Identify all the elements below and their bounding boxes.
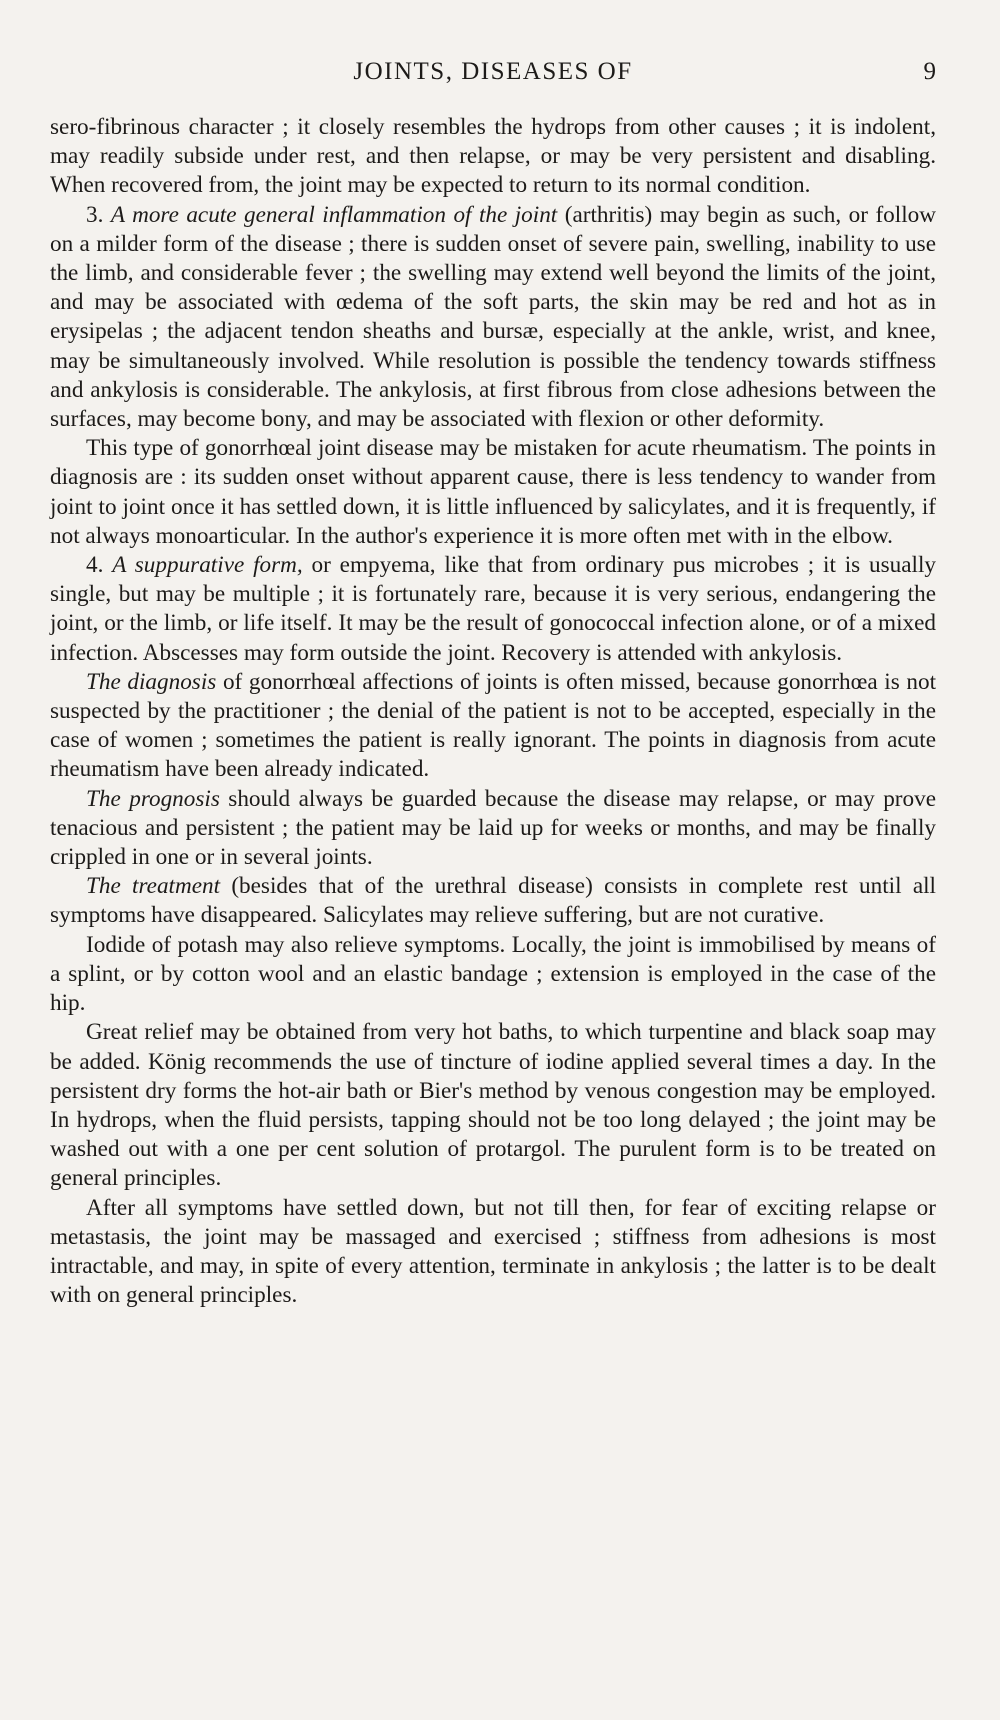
paragraph-text: Great relief may be obtained from very hot baths, to which turpentine and black soap may be added. König recommends the use of tincture of iodine applied several times a day. In the persistent dry forms the hot-air bath or Bier's method by venous congestion may be employed. In hydrops, when the fluid persists, tapping should not be too long delayed ; the joint may be washed out with a one per cent solution of protargol. The purulent form is to be treated on general principles. [50,1019,936,1192]
paragraph-text: of gonorrhœal affections of joints is often missed, because gonorrhœa is not suspected by the practitioner ; the denial of the patient is not to be accepted, especially in the case of women ; sometimes the patient is really ignorant. The points in diagnosis from acute rheumatism have been already indicated. [50,668,937,783]
paragraph-9 [50,1018,936,1193]
body-text [50,113,936,1310]
paragraph-8 [50,931,936,1019]
paragraph-italic-lead: The diagnosis [86,668,217,695]
paragraph-text: sero-fibrinous character ; it closely resembles the hydrops from other causes ; it is indolent, may readily subside under rest, and then relapse, or may be very persistent and disabling. When recovered from, the joint may be expected to return to its normal condition. [50,114,936,199]
paragraph-2 [50,201,936,435]
paragraph-7 [50,872,936,930]
page-header [50,58,936,94]
paragraph-6 [50,785,936,873]
paragraph-italic-lead: The prognosis [86,785,220,812]
page-number: 9 [923,58,936,85]
book-page [50,0,936,1720]
paragraph-italic-lead: A suppurative form, [112,552,303,579]
paragraph-italic-lead: The treatment [86,873,221,900]
paragraph-text: After all symptoms have settled down, but not till then, for fear of exciting relapse or metastasis, the joint may be massaged and exercised ; stiffness from adhesions is most intractable, and may, in spite of every attention, terminate in ankylosis ; the latter is to be dealt with on general principles. [50,1194,936,1309]
paragraph-3 [50,434,936,551]
paragraph-10 [50,1194,936,1311]
paragraph-number: 3. [86,201,104,228]
paragraph-text: (besides that of the urethral disease) consists in complete rest until all symptoms have disappeared. Salicylates may relieve suffering, but are not curative. [50,873,936,929]
paragraph-4 [50,551,936,668]
paragraph-number: 4. [86,552,104,579]
paragraph-text: (arthritis) may begin as such, or follow on a milder form of the disease ; there is sudden onset of severe pain, swelling, inability to use the limb, and considerable fever ; the swelling may extend well beyond the limits of the joint, and may be associated with œdema of the soft parts, the skin may be red and hot as in erysipelas ; the adjacent tendon sheaths and bursæ, especially at the ankle, wrist, and knee, may be simultaneously involved. While resolution is possible the tendency towards stiffness and ankylosis is considerable. The ankylosis, at first fibrous from close adhesions between the surfaces, may become bony, and may be associated with flexion or other deformity. [50,201,936,433]
paragraph-5 [50,668,936,785]
paragraph-italic-lead: A more acute general inflammation of the joint [110,201,558,228]
paragraph-text: Iodide of potash may also relieve symptoms. Locally, the joint is immobilised by means of a splint, or by cotton wool and an elastic bandage ; extension is employed in the case of the hip. [50,931,936,1017]
running-head: JOINTS, DISEASES OF [353,58,633,85]
paragraph-text: should always be guarded because the disease may relapse, or may prove tenacious and persistent ; the patient may be laid up for weeks or months, and may be finally crippled in one or in several joints. [50,785,937,871]
paragraph-text: This type of gonorrhœal joint disease may be mistaken for acute rheumatism. The points in diagnosis are : its sudden onset without apparent cause, there is less tendency to wander from joint to joint once it has settled down, it is little influenced by salicylates, and it is frequently, if not always monoarticular. In the author's experience it is more often met with in the elbow. [50,435,936,549]
paragraph-1 [50,113,936,201]
paragraph-text: or empyema, like that from ordinary pus microbes ; it is usually single, but may be multiple ; it is fortunately rare, because it is very serious, endangering the joint, or the limb, or life itself. It may be the result of gonococcal infection alone, or of a mixed infection. Abscesses may form outside the joint. Recovery is attended with ankylosis. [50,552,936,666]
